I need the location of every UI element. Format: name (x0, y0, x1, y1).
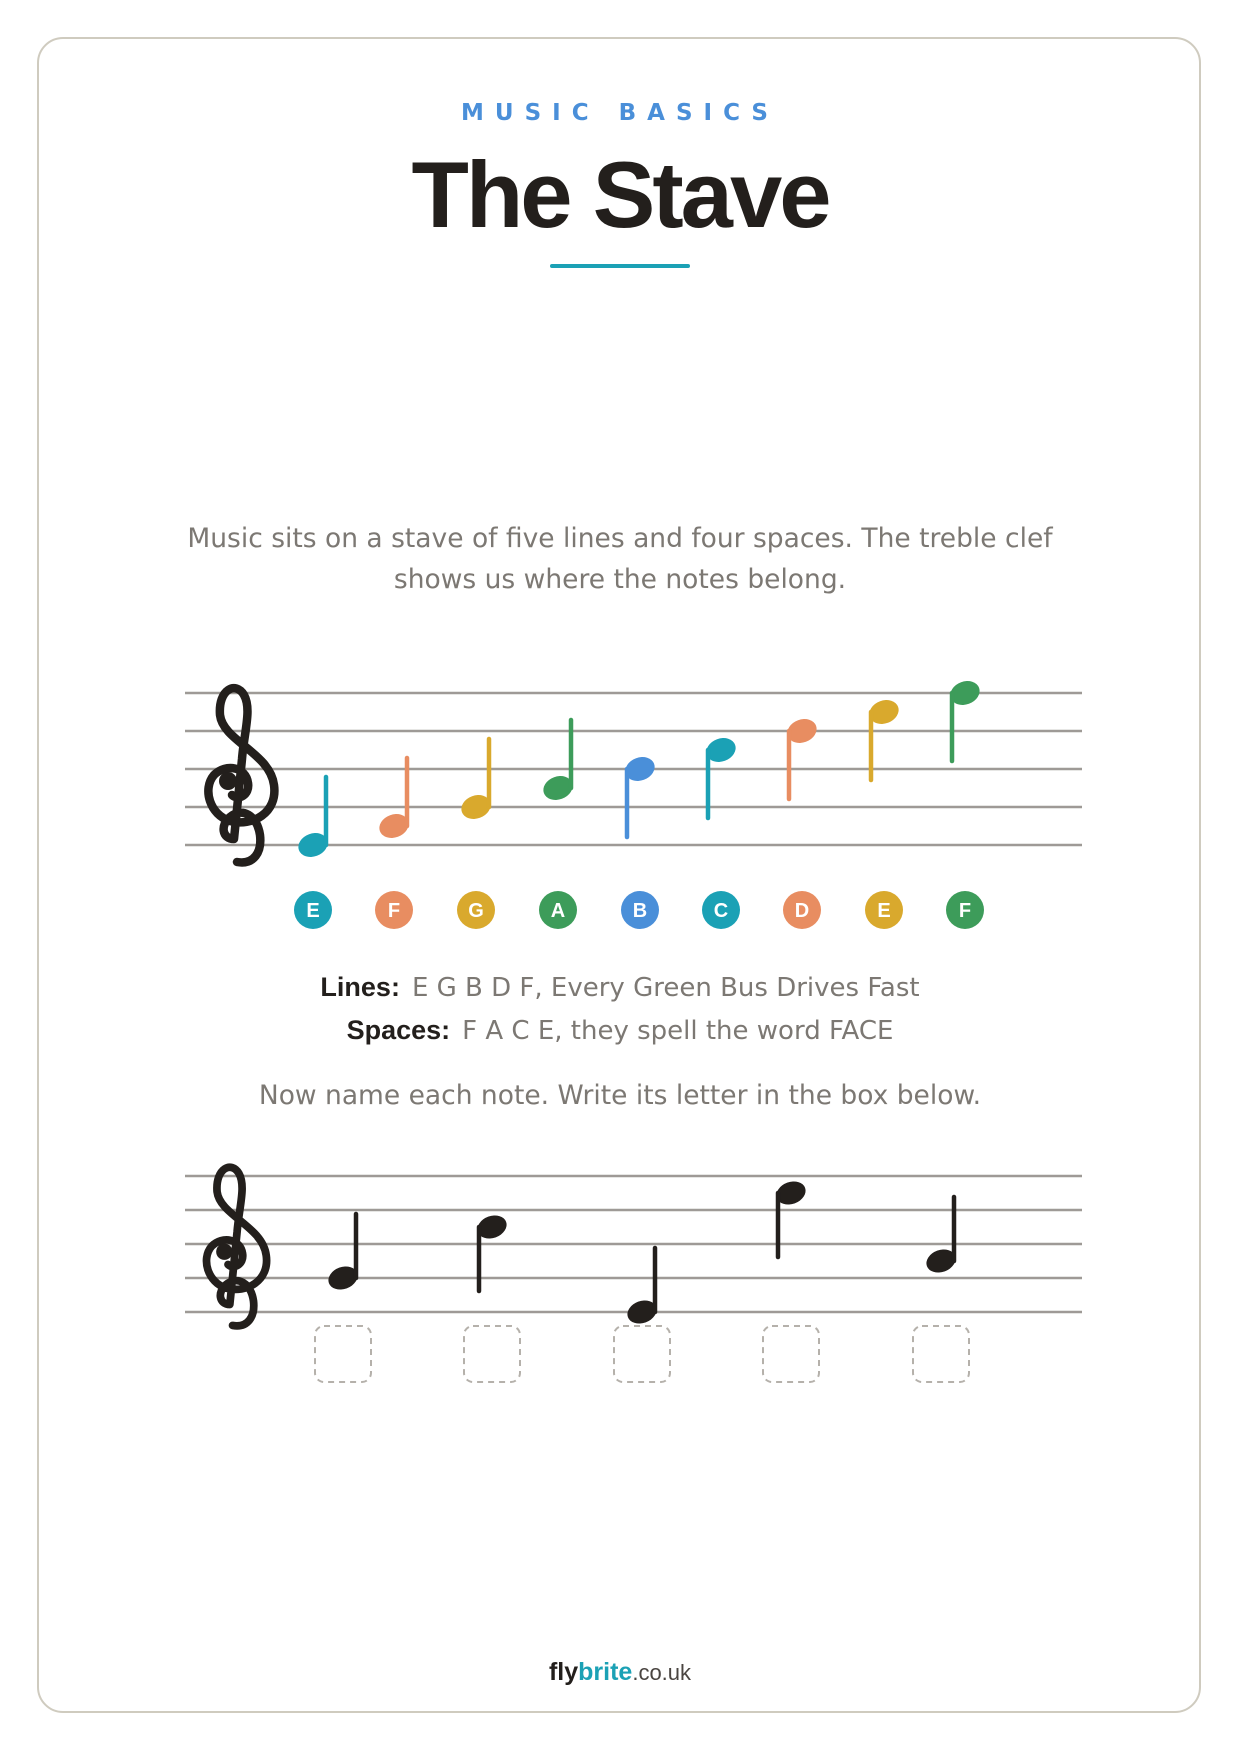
exercise-instruction: Now name each note. Write its letter in the box below. (258, 1080, 982, 1111)
lines-label: Lines: (320, 972, 400, 1002)
quarter-note-icon (622, 753, 658, 837)
note-letter-badge (457, 891, 495, 929)
note-letter-badge (375, 891, 413, 929)
note-letter: E (306, 900, 320, 922)
kicker: MUSIC BASICS (461, 100, 779, 126)
note-letter-badges (294, 891, 984, 929)
note-letter: F (958, 900, 972, 922)
quarter-note-icon (376, 758, 412, 842)
note-letter: E (877, 900, 891, 922)
note-letter: G (468, 900, 484, 922)
note-letter-badge (783, 891, 821, 929)
answer-box[interactable] (614, 1326, 670, 1382)
quarter-note-icon (458, 739, 494, 823)
spaces-label: Spaces: (346, 1015, 451, 1045)
quarter-note-icon (540, 720, 576, 804)
answer-box[interactable] (913, 1326, 969, 1382)
brand-brite: brite (578, 1658, 633, 1686)
note-letter: B (632, 900, 648, 922)
note-letter-badge (539, 891, 577, 929)
quarter-note-icon (624, 1248, 660, 1327)
quarter-note-icon (703, 734, 739, 818)
note-letter: C (713, 900, 729, 922)
exercise-notes (325, 1178, 959, 1328)
note-letter-badge (702, 891, 740, 929)
example-stave (0, 660, 1240, 960)
brand-fly: fly (548, 1658, 579, 1686)
note-letter-badge (865, 891, 903, 929)
quarter-note-icon (325, 1214, 361, 1293)
brand-domain: .co.uk (632, 1660, 692, 1685)
page-title: The Stave (411, 142, 829, 247)
note-letter-badge (946, 891, 984, 929)
note-letter: A (550, 900, 566, 922)
answer-box[interactable] (763, 1326, 819, 1382)
treble-clef-icon (206, 1167, 266, 1326)
quarter-note-icon (866, 696, 902, 780)
answer-box[interactable] (464, 1326, 520, 1382)
answer-boxes (315, 1326, 969, 1382)
lines-rule (0, 972, 1240, 1003)
staff-lines (185, 1176, 1082, 1312)
treble-clef-icon (208, 688, 274, 862)
note-letter-badge (294, 891, 332, 929)
intro-text: Music sits on a stave of five lines and four spaces. The treble clef shows us where the notes belong. (187, 523, 1053, 595)
exercise-stave (0, 1140, 1240, 1400)
note-letter: F (387, 900, 401, 922)
note-letter-badge (621, 891, 659, 929)
title-underline (550, 264, 690, 268)
spaces-text: F A C E, they spell the word FACE (462, 1016, 894, 1046)
quarter-note-icon (295, 777, 331, 861)
note-letter: D (794, 900, 810, 922)
spaces-rule (0, 1015, 1240, 1046)
quarter-note-icon (947, 677, 983, 761)
quarter-note-icon (784, 715, 820, 799)
answer-box[interactable] (315, 1326, 371, 1382)
footer-brand (0, 1658, 1240, 1687)
lines-text: E G B D F, Every Green Bus Drives Fast (411, 973, 920, 1003)
